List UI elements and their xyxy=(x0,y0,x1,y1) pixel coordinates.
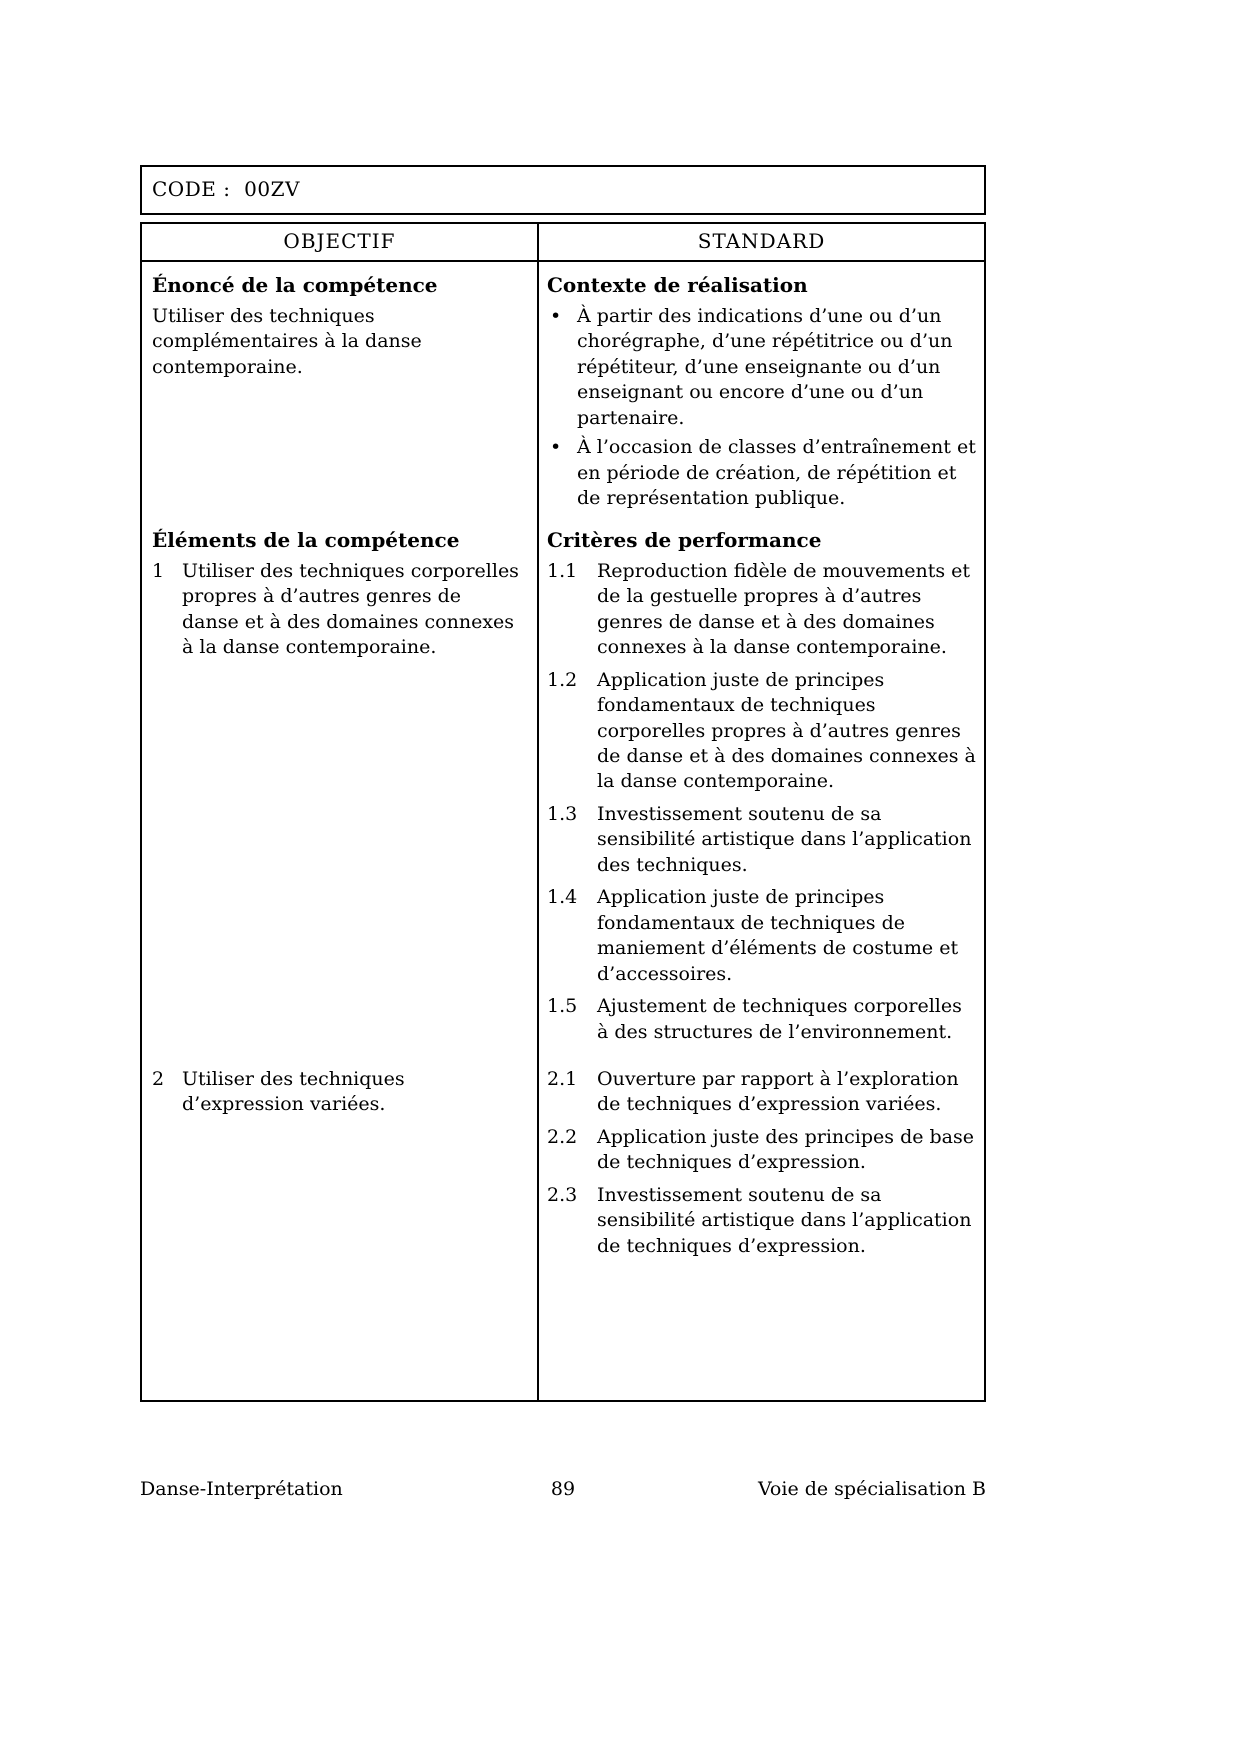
item-number: 2.2 xyxy=(547,1125,578,1148)
footer-document-title: Danse-Interprétation xyxy=(140,1478,343,1500)
list-item xyxy=(547,668,978,795)
cell-enonce-competence xyxy=(142,262,539,517)
item-text: Utiliser des techniques d’expression variées. xyxy=(182,1068,405,1116)
item-number: 1 xyxy=(152,559,165,582)
cell-element-2 xyxy=(142,1057,539,1400)
list-item xyxy=(547,1067,978,1118)
item-text: Investissement soutenu de sa sensibilité artistique dans l’application de techniques d’expression. xyxy=(597,1183,972,1257)
footer-page-number: 89 xyxy=(550,1478,576,1500)
item-number: 1.1 xyxy=(547,559,578,582)
cell-criteres-performance xyxy=(539,517,984,1057)
list-item xyxy=(547,994,978,1045)
objectif-standard-table xyxy=(140,222,986,1402)
code-label: CODE : 00ZV xyxy=(152,177,300,201)
item-number: 1.4 xyxy=(547,886,578,909)
item-text: Ouverture par rapport à l’exploration de techniques d’expression variées. xyxy=(597,1068,959,1116)
item-number: 1.5 xyxy=(547,995,578,1018)
item-text: Application juste de principes fondamentaux de techniques corporelles propres à d’autres genres de danse et à des domaines connexes à la danse contemporaine. xyxy=(597,668,976,793)
list-item xyxy=(547,1125,978,1176)
list-item xyxy=(547,304,978,431)
list-item xyxy=(152,1067,523,1118)
item-text: Utiliser des techniques corporelles propres à d’autres genres de danse et à des domaines connexes à la danse contemporaine. xyxy=(182,559,519,659)
code-box xyxy=(140,165,986,215)
list-item xyxy=(547,559,978,661)
item-number: 1.3 xyxy=(547,802,578,825)
item-number: 2 xyxy=(152,1068,165,1090)
table-header-row xyxy=(142,224,984,262)
elements-title: Éléments de la compétence xyxy=(152,528,460,552)
item-number: 2.1 xyxy=(547,1068,578,1090)
bullet-text: À partir des indications d’une ou d’un chorégraphe, d’une répétitrice ou d’un répétiteur, d’une enseignante ou d’un enseignant ou encore d’une ou d’un partenaire. xyxy=(577,304,953,429)
list-item xyxy=(152,559,523,661)
footer-section-title: Voie de spécialisation B xyxy=(757,1478,986,1500)
item-text: Investissement soutenu de sa sensibilité artistique dans l’application des techniques. xyxy=(597,802,972,876)
list-item xyxy=(547,435,978,511)
page-footer xyxy=(140,1478,986,1500)
cell-elements-competence xyxy=(142,517,539,1057)
item-text: Reproduction fidèle de mouvements et de la gestuelle propres à d’autres genres de danse et à des domaines connexes à la danse contemporaine. xyxy=(597,559,971,659)
bullet-icon: • xyxy=(550,436,562,459)
item-number: 2.3 xyxy=(547,1183,578,1206)
column-header-objectif: OBJECTIF xyxy=(142,224,539,260)
list-item xyxy=(547,802,978,878)
column-header-standard: STANDARD xyxy=(697,229,826,253)
competency-sheet xyxy=(140,165,986,1402)
enonce-text: Utiliser des techniques complémentaires à la danse contemporaine. xyxy=(152,304,422,378)
list-item xyxy=(547,885,978,987)
list-item xyxy=(547,1183,978,1259)
item-number: 1.2 xyxy=(547,668,578,691)
contexte-title: Contexte de réalisation xyxy=(547,273,808,297)
cell-contexte-realisation xyxy=(539,262,984,517)
table-body xyxy=(142,262,984,1400)
bullet-icon: • xyxy=(550,304,562,327)
enonce-title: Énoncé de la compétence xyxy=(152,273,438,297)
criteres-title: Critères de performance xyxy=(547,528,822,552)
cell-criteres-2 xyxy=(539,1057,984,1400)
bullet-text: À l’occasion de classes d’entraînement et en période de création, de répétition et de représentation publique. xyxy=(577,436,976,509)
item-text: Ajustement de techniques corporelles à des structures de l’environnement. xyxy=(597,995,962,1043)
item-text: Application juste des principes de base de techniques d’expression. xyxy=(597,1125,974,1174)
item-text: Application juste de principes fondamentaux de techniques de maniement d’éléments de costume et d’accessoires. xyxy=(597,886,959,985)
